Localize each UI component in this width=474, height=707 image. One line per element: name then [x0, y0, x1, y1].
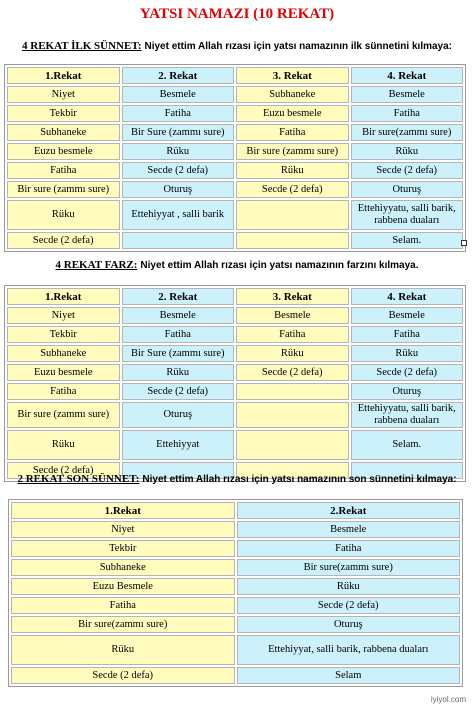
column-header: 1.Rekat: [7, 67, 120, 84]
rekat-table: [4, 64, 466, 252]
table-row: [11, 521, 460, 538]
section-heading: [0, 40, 474, 52]
table-cell: Fatiha: [237, 540, 461, 557]
table-row: [7, 181, 463, 198]
table-cell: Euzu besmele: [7, 364, 120, 381]
table-cell: Subhaneke: [236, 86, 349, 103]
table-row: [7, 162, 463, 179]
section-heading: [0, 473, 474, 485]
table-cell: Besmele: [122, 86, 235, 103]
table-cell: Rüku: [237, 578, 461, 595]
table-cell: Secde (2 defa): [237, 597, 461, 614]
table-cell: [236, 232, 349, 249]
table-cell: Subhaneke: [7, 124, 120, 141]
table-cell: Euzu Besmele: [11, 578, 235, 595]
table-cell: Rüku: [351, 345, 464, 362]
table-row: [11, 635, 460, 665]
table-row: [7, 105, 463, 122]
table-row: [7, 364, 463, 381]
table-cell: Rüku: [122, 364, 235, 381]
table-cell: Fatiha: [236, 124, 349, 141]
table-cell: Fatiha: [351, 105, 464, 122]
table-row: [7, 345, 463, 362]
table-row: [7, 86, 463, 103]
table-row: [7, 232, 463, 249]
table-cell: Besmele: [351, 86, 464, 103]
table-cell: Euzu besmele: [236, 105, 349, 122]
table-cell: Bir sure(zammı sure): [351, 124, 464, 141]
rekat-table: [4, 285, 466, 482]
table-cell: Secde (2 defa): [236, 181, 349, 198]
column-header: 2. Rekat: [122, 288, 235, 305]
table-row: [7, 430, 463, 460]
section-lead: 4 REKAT İLK SÜNNET:: [22, 40, 142, 52]
header-row: [7, 67, 463, 84]
table-cell: Ettehiyyat, salli barik, rabbena duaları: [237, 635, 461, 665]
table-cell: Ettehiyyatu, salli barik, rabbena duaları: [351, 402, 464, 428]
section-lead: 2 REKAT SON SÜNNET:: [17, 473, 140, 485]
table-cell: Fatiha: [236, 326, 349, 343]
table-cell: Oturuş: [237, 616, 461, 633]
column-header: 2.Rekat: [237, 502, 461, 519]
table-cell: Secde (2 defa): [7, 232, 120, 249]
page-title: YATSI NAMAZI (10 REKAT): [139, 6, 335, 22]
table-cell: [122, 232, 235, 249]
table-cell: Tekbir: [7, 326, 120, 343]
table-row: [11, 559, 460, 576]
table-cell: Bir sure (zammı sure): [236, 143, 349, 160]
table-cell: Bir Sure (zammı sure): [122, 345, 235, 362]
table-cell: [236, 383, 349, 400]
table-cell: Oturuş: [351, 383, 464, 400]
column-header: 2. Rekat: [122, 67, 235, 84]
table-cell: Secde (2 defa): [11, 667, 235, 684]
table-cell: Niyet: [7, 307, 120, 324]
section-lead: 4 REKAT FARZ:: [55, 259, 138, 271]
table-cell: Niyet: [7, 86, 120, 103]
table-cell: Fatiha: [7, 383, 120, 400]
column-header: 3. Rekat: [236, 288, 349, 305]
section-intent: Niyet ettim Allah rızası için yatsı namazının ilk sünnetini kılmaya:: [144, 41, 452, 52]
column-header: 4. Rekat: [351, 67, 464, 84]
table-cell: [236, 200, 349, 230]
table-cell: Besmele: [351, 307, 464, 324]
table-row: [7, 124, 463, 141]
table-cell: [236, 402, 349, 428]
rekat-table: [8, 499, 463, 687]
table-cell: Rüku: [7, 430, 120, 460]
table-cell: Bir sure(zammı sure): [237, 559, 461, 576]
site-watermark: iyiyol.com: [430, 695, 466, 704]
table-cell: Ettehiyyat , salli barik: [122, 200, 235, 230]
table-cell: Tekbir: [7, 105, 120, 122]
table-cell: Besmele: [237, 521, 461, 538]
table-cell: Secde (2 defa): [236, 364, 349, 381]
table-cell: Rüku: [351, 143, 464, 160]
header-row: [7, 288, 463, 305]
table-cell: Fatiha: [122, 105, 235, 122]
header-row: [11, 502, 460, 519]
resize-handle: [461, 240, 467, 246]
table-cell: Secde (2 defa): [7, 462, 120, 479]
table-cell: Rüku: [236, 345, 349, 362]
table-cell: Rüku: [7, 200, 120, 230]
column-header: 1.Rekat: [7, 288, 120, 305]
table-cell: Bir sure(zammı sure): [11, 616, 235, 633]
table-row: [11, 578, 460, 595]
table-row: [11, 597, 460, 614]
table-cell: Selam.: [351, 430, 464, 460]
table-cell: Subhaneke: [11, 559, 235, 576]
column-header: 4. Rekat: [351, 288, 464, 305]
table-cell: Besmele: [122, 307, 235, 324]
table-cell: Selam.: [351, 232, 464, 249]
table-cell: Oturuş: [122, 402, 235, 428]
table-cell: [236, 430, 349, 460]
table-row: [11, 616, 460, 633]
table-cell: Euzu besmele: [7, 143, 120, 160]
table-cell: Niyet: [11, 521, 235, 538]
column-header: 3. Rekat: [236, 67, 349, 84]
table-cell: Fatiha: [11, 597, 235, 614]
table-row: [7, 383, 463, 400]
table-row: [7, 143, 463, 160]
table-cell: Subhaneke: [7, 345, 120, 362]
section-heading: [0, 259, 474, 271]
table-cell: Rüku: [122, 143, 235, 160]
table-cell: Secde (2 defa): [351, 162, 464, 179]
table-cell: Secde (2 defa): [122, 162, 235, 179]
section-intent: Niyet ettim Allah rızası için yatsı namazının farzını kılmaya.: [140, 260, 419, 271]
table-cell: Rüku: [236, 162, 349, 179]
table-cell: Fatiha: [122, 326, 235, 343]
table-row: [7, 200, 463, 230]
table-row: [7, 402, 463, 428]
table-cell: Bir sure (zammı sure): [7, 181, 120, 198]
table-cell: Ettehiyyatu, salli barik, rabbena duaları: [351, 200, 464, 230]
table-cell: Bir Sure (zammı sure): [122, 124, 235, 141]
section-intent: Niyet ettim Allah rızası için yatsı namazının son sünnetini kılmaya:: [142, 474, 457, 485]
table-row: [11, 667, 460, 684]
table-cell: Oturuş: [351, 181, 464, 198]
table-cell: Bir sure (zammı sure): [7, 402, 120, 428]
table-cell: Fatiha: [7, 162, 120, 179]
column-header: 1.Rekat: [11, 502, 235, 519]
table-cell: Secde (2 defa): [122, 383, 235, 400]
table-cell: Besmele: [236, 307, 349, 324]
table-cell: Rüku: [11, 635, 235, 665]
table-row: [7, 307, 463, 324]
table-row: [7, 326, 463, 343]
table-cell: Ettehiyyat: [122, 430, 235, 460]
table-cell: Tekbir: [11, 540, 235, 557]
table-cell: Selam: [237, 667, 461, 684]
table-cell: Fatiha: [351, 326, 464, 343]
table-cell: Oturuş: [122, 181, 235, 198]
table-row: [11, 540, 460, 557]
table-cell: Secde (2 defa): [351, 364, 464, 381]
